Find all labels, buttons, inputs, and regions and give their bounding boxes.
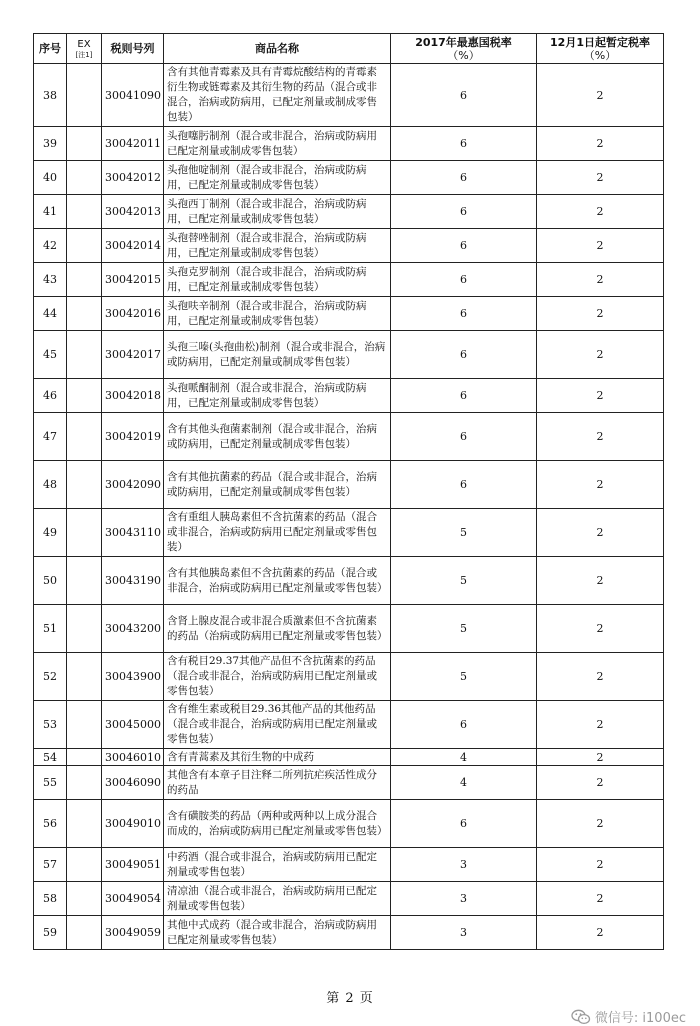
row-ex bbox=[67, 916, 102, 950]
row-product-name: 含有青蒿素及其衍生物的中成药 bbox=[164, 749, 391, 766]
watermark-text: 微信号: i100ec bbox=[594, 1011, 686, 1026]
row-seq: 46 bbox=[34, 379, 67, 413]
row-tariff-code: 30042013 bbox=[102, 195, 164, 229]
table-row bbox=[34, 297, 664, 331]
row-seq: 53 bbox=[34, 701, 67, 749]
row-rate-new: 2 bbox=[537, 509, 664, 557]
row-seq: 39 bbox=[34, 127, 67, 161]
row-rate-new: 2 bbox=[537, 557, 664, 605]
table-body bbox=[34, 64, 664, 950]
table-row bbox=[34, 461, 664, 509]
header-rate-new-unit: （%） bbox=[583, 48, 617, 62]
row-rate-2017: 6 bbox=[391, 195, 537, 229]
row-rate-new: 2 bbox=[537, 701, 664, 749]
table-row bbox=[34, 882, 664, 916]
row-rate-2017: 6 bbox=[391, 379, 537, 413]
row-ex bbox=[67, 848, 102, 882]
table-row bbox=[34, 605, 664, 653]
table-row bbox=[34, 766, 664, 800]
row-tariff-code: 30043200 bbox=[102, 605, 164, 653]
table-row bbox=[34, 749, 664, 766]
row-tariff-code: 30043900 bbox=[102, 653, 164, 701]
row-product-name: 含有其他青霉素及具有青霉烷酸结构的青霉素衍生物或链霉素及其衍生物的药品（混合或非混合，治病或防病用，已配定剂量或制成零售包装） bbox=[164, 64, 391, 127]
row-product-name: 其他含有本章子目注释二所列抗疟疾活性成分的药品 bbox=[164, 766, 391, 800]
row-tariff-code: 30042017 bbox=[102, 331, 164, 379]
row-product-name: 头孢他啶制剂（混合或非混合，治病或防病用，已配定剂量或制成零售包装） bbox=[164, 161, 391, 195]
row-seq: 49 bbox=[34, 509, 67, 557]
row-ex bbox=[67, 701, 102, 749]
row-product-name: 其他中式成药（混合或非混合，治病或防病用已配定剂量或零售包装） bbox=[164, 916, 391, 950]
row-rate-2017: 6 bbox=[391, 161, 537, 195]
header-rate-new-label: 12月1日起暂定税率 bbox=[550, 35, 650, 49]
row-rate-new: 2 bbox=[537, 653, 664, 701]
row-rate-2017: 3 bbox=[391, 848, 537, 882]
row-rate-2017: 6 bbox=[391, 461, 537, 509]
row-seq: 45 bbox=[34, 331, 67, 379]
table-row bbox=[34, 263, 664, 297]
row-seq: 47 bbox=[34, 413, 67, 461]
row-tariff-code: 30045000 bbox=[102, 701, 164, 749]
table-row bbox=[34, 509, 664, 557]
row-product-name: 含有维生素或税目29.36其他产品的其他药品（混合或非混合，治病或防病用已配定剂量或零售包装） bbox=[164, 701, 391, 749]
row-seq: 42 bbox=[34, 229, 67, 263]
row-rate-new: 2 bbox=[537, 848, 664, 882]
row-seq: 44 bbox=[34, 297, 67, 331]
table-row bbox=[34, 64, 664, 127]
row-product-name: 含有其他胰岛素但不含抗菌素的药品（混合或非混合，治病或防病用已配定剂量或零售包装） bbox=[164, 557, 391, 605]
table-row bbox=[34, 229, 664, 263]
row-ex bbox=[67, 195, 102, 229]
row-rate-new: 2 bbox=[537, 127, 664, 161]
row-rate-2017: 6 bbox=[391, 413, 537, 461]
row-ex bbox=[67, 882, 102, 916]
row-rate-2017: 6 bbox=[391, 64, 537, 127]
row-product-name: 头孢替唑制剂（混合或非混合，治病或防病用，已配定剂量或制成零售包装） bbox=[164, 229, 391, 263]
row-rate-2017: 5 bbox=[391, 605, 537, 653]
header-rate-2017 bbox=[391, 34, 537, 64]
row-product-name: 含肾上腺皮混合或非混合质激素但不含抗菌素的药品（治病或防病用已配定剂量或零售包装） bbox=[164, 605, 391, 653]
table-row bbox=[34, 848, 664, 882]
row-ex bbox=[67, 461, 102, 509]
row-ex bbox=[67, 331, 102, 379]
row-rate-new: 2 bbox=[537, 229, 664, 263]
row-tariff-code: 30049054 bbox=[102, 882, 164, 916]
header-rate-new bbox=[537, 34, 664, 64]
row-ex bbox=[67, 605, 102, 653]
header-code: 税则号列 bbox=[102, 34, 164, 64]
row-rate-new: 2 bbox=[537, 605, 664, 653]
row-ex bbox=[67, 229, 102, 263]
row-product-name: 头孢三嗪(头孢曲松)制剂（混合或非混合，治病或防病用，已配定剂量或制成零售包装） bbox=[164, 331, 391, 379]
row-ex bbox=[67, 161, 102, 195]
row-tariff-code: 30042011 bbox=[102, 127, 164, 161]
row-rate-new: 2 bbox=[537, 263, 664, 297]
row-product-name: 头孢哌酮制剂（混合或非混合，治病或防病用，已配定剂量或制成零售包装） bbox=[164, 379, 391, 413]
row-rate-2017: 4 bbox=[391, 749, 537, 766]
row-product-name: 头孢克罗制剂（混合或非混合，治病或防病用，已配定剂量或制成零售包装） bbox=[164, 263, 391, 297]
row-product-name: 头孢西丁制剂（混合或非混合，治病或防病用，已配定剂量或制成零售包装） bbox=[164, 195, 391, 229]
table-row bbox=[34, 127, 664, 161]
row-ex bbox=[67, 297, 102, 331]
row-rate-new: 2 bbox=[537, 195, 664, 229]
table-header-row bbox=[34, 34, 664, 64]
row-seq: 41 bbox=[34, 195, 67, 229]
row-tariff-code: 30042016 bbox=[102, 297, 164, 331]
row-ex bbox=[67, 379, 102, 413]
row-rate-2017: 6 bbox=[391, 127, 537, 161]
header-rate-2017-label: 2017年最惠国税率 bbox=[415, 35, 512, 49]
row-product-name: 中药酒（混合或非混合，治病或防病用已配定剂量或零售包装） bbox=[164, 848, 391, 882]
row-rate-2017: 5 bbox=[391, 557, 537, 605]
table-row bbox=[34, 331, 664, 379]
row-seq: 51 bbox=[34, 605, 67, 653]
header-ex-note: [注1] bbox=[75, 50, 93, 59]
row-product-name: 含有其他抗菌素的药品（混合或非混合，治病或防病用，已配定剂量或制成零售包装） bbox=[164, 461, 391, 509]
row-ex bbox=[67, 749, 102, 766]
row-tariff-code: 30049051 bbox=[102, 848, 164, 882]
table-row bbox=[34, 161, 664, 195]
row-tariff-code: 30042014 bbox=[102, 229, 164, 263]
header-seq: 序号 bbox=[34, 34, 67, 64]
row-rate-new: 2 bbox=[537, 882, 664, 916]
row-ex bbox=[67, 653, 102, 701]
row-rate-new: 2 bbox=[537, 916, 664, 950]
table-row bbox=[34, 557, 664, 605]
header-rate-2017-unit: （%） bbox=[447, 48, 480, 62]
row-ex bbox=[67, 800, 102, 848]
row-tariff-code: 30049010 bbox=[102, 800, 164, 848]
row-product-name: 头孢呋辛制剂（混合或非混合，治病或防病用，已配定剂量或制成零售包装） bbox=[164, 297, 391, 331]
row-tariff-code: 30049059 bbox=[102, 916, 164, 950]
row-tariff-code: 30042018 bbox=[102, 379, 164, 413]
row-tariff-code: 30046010 bbox=[102, 749, 164, 766]
row-rate-new: 2 bbox=[537, 413, 664, 461]
table-row bbox=[34, 701, 664, 749]
row-ex bbox=[67, 263, 102, 297]
row-seq: 54 bbox=[34, 749, 67, 766]
row-seq: 43 bbox=[34, 263, 67, 297]
row-rate-new: 2 bbox=[537, 297, 664, 331]
row-tariff-code: 30042012 bbox=[102, 161, 164, 195]
row-product-name: 含有税目29.37其他产品但不含抗菌素的药品（混合或非混合，治病或防病用已配定剂量或零售包装） bbox=[164, 653, 391, 701]
row-ex bbox=[67, 766, 102, 800]
row-seq: 40 bbox=[34, 161, 67, 195]
row-rate-2017: 6 bbox=[391, 701, 537, 749]
page-number: 第 2 页 bbox=[326, 991, 374, 1006]
row-seq: 58 bbox=[34, 882, 67, 916]
table-row bbox=[34, 195, 664, 229]
header-ex bbox=[67, 34, 102, 64]
row-seq: 50 bbox=[34, 557, 67, 605]
row-ex bbox=[67, 413, 102, 461]
row-tariff-code: 30042090 bbox=[102, 461, 164, 509]
row-rate-2017: 4 bbox=[391, 766, 537, 800]
row-rate-2017: 6 bbox=[391, 229, 537, 263]
table-row bbox=[34, 413, 664, 461]
row-ex bbox=[67, 557, 102, 605]
row-rate-new: 2 bbox=[537, 766, 664, 800]
row-ex bbox=[67, 64, 102, 127]
row-seq: 59 bbox=[34, 916, 67, 950]
row-tariff-code: 30046090 bbox=[102, 766, 164, 800]
row-seq: 55 bbox=[34, 766, 67, 800]
header-ex-label: EX bbox=[77, 38, 91, 50]
row-product-name: 含有其他头孢菌素制剂（混合或非混合，治病或防病用，已配定剂量或制成零售包装） bbox=[164, 413, 391, 461]
row-rate-2017: 5 bbox=[391, 653, 537, 701]
row-tariff-code: 30043190 bbox=[102, 557, 164, 605]
row-tariff-code: 30041090 bbox=[102, 64, 164, 127]
row-tariff-code: 30043110 bbox=[102, 509, 164, 557]
table-row bbox=[34, 916, 664, 950]
table-row bbox=[34, 653, 664, 701]
row-seq: 56 bbox=[34, 800, 67, 848]
header-name: 商品名称 bbox=[164, 34, 391, 64]
row-tariff-code: 30042015 bbox=[102, 263, 164, 297]
row-seq: 57 bbox=[34, 848, 67, 882]
row-rate-2017: 6 bbox=[391, 297, 537, 331]
wechat-icon bbox=[571, 1009, 591, 1025]
table-row bbox=[34, 800, 664, 848]
row-rate-new: 2 bbox=[537, 64, 664, 127]
row-rate-2017: 6 bbox=[391, 331, 537, 379]
row-rate-new: 2 bbox=[537, 379, 664, 413]
table-row bbox=[34, 379, 664, 413]
row-rate-2017: 3 bbox=[391, 916, 537, 950]
row-seq: 48 bbox=[34, 461, 67, 509]
tariff-table bbox=[33, 33, 664, 950]
row-rate-new: 2 bbox=[537, 161, 664, 195]
row-product-name: 清凉油（混合或非混合，治病或防病用已配定剂量或零售包装） bbox=[164, 882, 391, 916]
row-product-name: 含有磺胺类的药品（两种或两种以上成分混合而成的，治病或防病用已配定剂量或零售包装） bbox=[164, 800, 391, 848]
row-rate-new: 2 bbox=[537, 749, 664, 766]
row-tariff-code: 30042019 bbox=[102, 413, 164, 461]
row-rate-new: 2 bbox=[537, 800, 664, 848]
row-rate-2017: 5 bbox=[391, 509, 537, 557]
row-rate-2017: 3 bbox=[391, 882, 537, 916]
row-seq: 38 bbox=[34, 64, 67, 127]
row-ex bbox=[67, 509, 102, 557]
row-seq: 52 bbox=[34, 653, 67, 701]
watermark bbox=[571, 1007, 686, 1026]
row-rate-new: 2 bbox=[537, 461, 664, 509]
row-product-name: 头孢噻肟制剂（混合或非混合，治病或防病用已配定剂量或制成零售包装） bbox=[164, 127, 391, 161]
row-rate-2017: 6 bbox=[391, 800, 537, 848]
row-product-name: 含有重组人胰岛素但不含抗菌素的药品（混合或非混合，治病或防病用已配定剂量或零售包装） bbox=[164, 509, 391, 557]
row-rate-2017: 6 bbox=[391, 263, 537, 297]
row-rate-new: 2 bbox=[537, 331, 664, 379]
row-ex bbox=[67, 127, 102, 161]
